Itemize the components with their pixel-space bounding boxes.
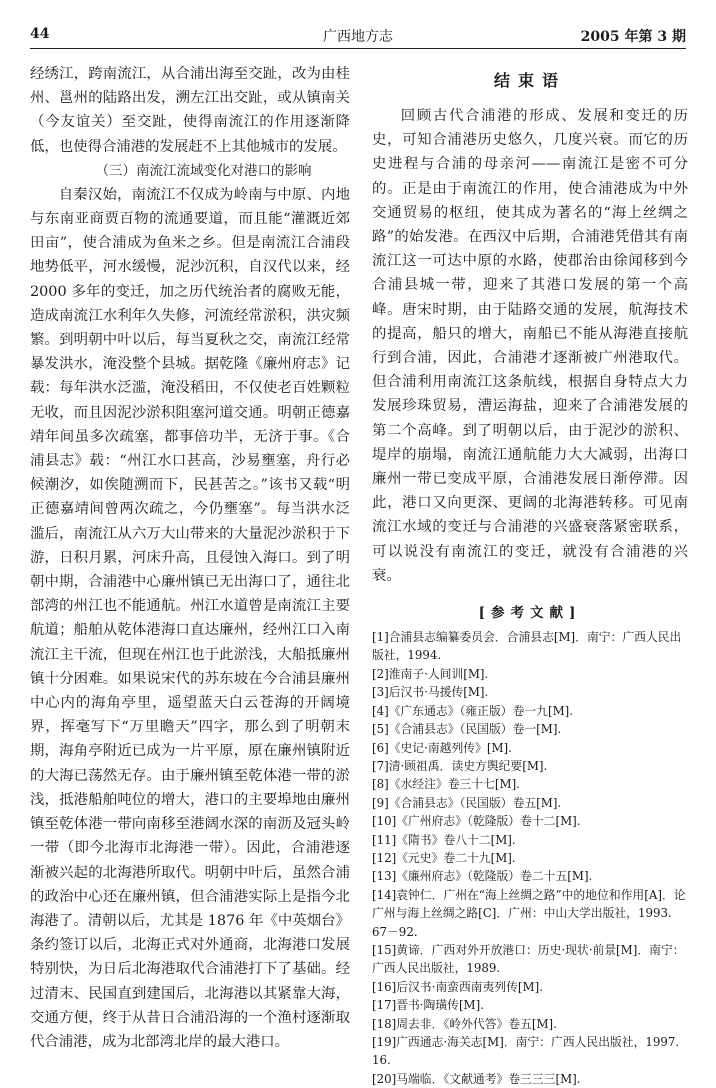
reference-item: [14]袁钟仁．广州在“海上丝绸之路”中的地位和作用[A]．论广州与海上丝绸之路[C]．广州：中山大学出版社，1993. 67－92. <box>372 887 686 939</box>
reference-item: [13]《廉州府志》（乾隆版）卷二十五[M]. <box>372 869 593 884</box>
header-rule <box>30 48 686 49</box>
references-heading: [参考文献] <box>478 605 582 622</box>
reference-item: [17]晋书·陶璜传[M]. <box>372 998 484 1013</box>
reference-item: [2]淮南子·人间训[M]. <box>372 666 489 681</box>
paragraph-continued: 经绣江，跨南流江，从合浦出海至交趾，改为由桂州、邕州的陆路出发，溯左江出交趾，或从镇南关（今友谊关）至交趾，使得南流江的作用逐渐降低，也使得合浦港的发展赶不上其他城市的发展。 <box>30 66 350 155</box>
reference-item: [10]《广州府志》（乾隆版）卷十二[M]. <box>372 814 581 829</box>
page-number: 44 <box>30 26 50 42</box>
reference-item: [20]马端临．《文献通考》卷三三三[M]. <box>372 1071 581 1086</box>
reference-item: [8]《水经注》卷三十七[M]. <box>372 777 520 792</box>
reference-list <box>372 628 688 1088</box>
journal-title: 广西地方志 <box>323 29 393 45</box>
reference-item: [5]《合浦县志》（民国版）卷一[M]. <box>372 722 562 737</box>
reference-item: [6]《史记·南越列传》[M]. <box>372 740 512 755</box>
section-title: 结束语 <box>493 71 566 90</box>
reference-item: [4]《广东通志》（雍正版）卷一九[M]. <box>372 703 574 718</box>
reference-item: [11]《隋书》卷八十二[M]. <box>372 832 516 847</box>
paragraph-body: 自秦汉始，南流江不仅成为岭南与中原、内地与东南亚商贾百物的流通要道，而且能“灌溉近郊田亩”，使合浦成为鱼米之乡。但是南流江合浦段地势低平，河水缓慢，泥沙沉积，自汉代以来，经 2000 多年的变迁，加之历代统治者的腐败无能，造成南流江水利年久失修，河流经常淤积，洪灾频繁。到明朝中叶以后，每当夏秋之交，南流江经常暴发洪水，淹没整个县城。据乾隆《廉州府志》记载：每年洪水泛滥，淹没稻田，不仅使老百姓颗粒无收，而且因泥沙淤积阻塞河道交通。明朝正德嘉靖年间虽多次疏塞，都事倍功半，无济于事。《合浦县志》载：“州江水口甚高，沙易壅塞，舟行必候潮汐，如俟随溯而下，民甚苦之。”该书又载“明正德嘉靖间曾两次疏之，今仍壅塞”。每当洪水泛滥后，南流江从六万大山带来的大量泥沙淤积于下游，日积月累，河床升高，且侵蚀入海口。到了明朝中期，合浦港中心廉州镇已无出海口了，通往北部湾的州江也不能通航。州江水道曾是南流江主要航道；船舶从乾体港海口直达廉州，经州江口入南流江主干流，但现在州江也于此淤浅，大船抵廉州镇十分困难。如果说宋代的苏东坡在今合浦县廉州中心内的海角亭里，遥望蓝天白云苍海的开阔境界，挥毫写下“万里瞻天”四字，那么到了明朝末期，海角亭附近已成为一片平原，原在廉州镇附近的大海已荡然无存。由于廉州镇至乾体港一带的淤浅，抵港船舶吨位的增大，港口的主要埠地由廉州镇至乾体港一带向南移至港阔水深的南沥及冠头岭一带（即今北海市北海港一带）。因此，合浦港逐渐被兴起的北海港所取代。明朝中叶后，虽然合浦的政治中心还在廉州镇，但合浦港实际上是指今北海港了。清朝以后，尤其是 1876 年《中英烟台》条约签订以后，北海正式对外通商，北海港口发展特别快，为日后北海港取代合浦港打下了基础。经过清末、民国直到建国后，北海港以其紧靠大海，交通方便，终于从昔日合浦沿海的一个渔村逐渐取代合浦港，成为北部湾北岸的最大港口。 <box>30 186 350 1050</box>
reference-item: [7]清·顾祖禹．读史方舆纪要[M]. <box>372 758 548 773</box>
subsection-heading: （三）南流江流域变化对港口的影响 <box>95 162 312 179</box>
reference-item: [18]周去非．《岭外代答》卷五[M]. <box>372 1016 557 1031</box>
reference-item: [19]广西通志·海关志[M]．南宁：广西人民出版社，1997. 16. <box>372 1035 680 1068</box>
reference-item: [12]《元史》卷二十九[M]. <box>372 850 516 865</box>
left-column <box>30 62 350 1054</box>
reference-item: [15]黄谛．广西对外开放港口：历史·现状·前景[M]．南宁：广西人民出版社，1989. <box>372 942 685 976</box>
reference-item: [3]后汉书·马援传[M]. <box>372 685 489 700</box>
issue-label: 2005 年第 3 期 <box>580 29 686 45</box>
reference-item: [9]《合浦县志》（民国版）卷五[M]. <box>372 795 562 810</box>
running-header <box>30 22 686 44</box>
right-column <box>372 62 688 1088</box>
reference-item: [16]后汉书·南蛮西南夷列传[M]. <box>372 979 543 994</box>
reference-item: [1]合浦县志编纂委员会．合浦县志[M]．南宁：广西人民出版社，1994. <box>372 630 682 663</box>
conclusion-paragraph: 回顾古代合浦港的形成、发展和变迁的历史，可知合浦港历史悠久，几度兴衰。而它的历史进程与合浦的母亲河——南流江是密不可分的。正是由于南流江的作用，使合浦港成为中外交通贸易的枢纽，使其成为著名的“海上丝绸之路”的始发港。在西汉中后期，合浦港凭借其有南流江这一可达中原的水路，使郡治由徐闻移到今合浦县城一带，迎来了其港口发展的第一个高峰。唐宋时期，由于陆路交通的发展，航海技术的提高，船只的增大，南船已不能从海港直接航行到合浦，因此，合浦港才逐渐被广州港取代。但合浦利用南流江这条航线，根据自身特点大力发展珍珠贸易，漕运海盐，迎来了合浦港发展的第二个高峰。到了明朝以后，由于泥沙的淤积、堤岸的崩塌，南流江通航能力大大减弱，出海口廉州一带已变成平原，合浦港发展日渐停滞。因此，港口又向更深、更阔的北海港转移。可见南流江水域的变迁与合浦港的兴盛衰落紧密联系，可以说没有南流江的变迁，就没有合浦港的兴衰。 <box>372 108 688 584</box>
